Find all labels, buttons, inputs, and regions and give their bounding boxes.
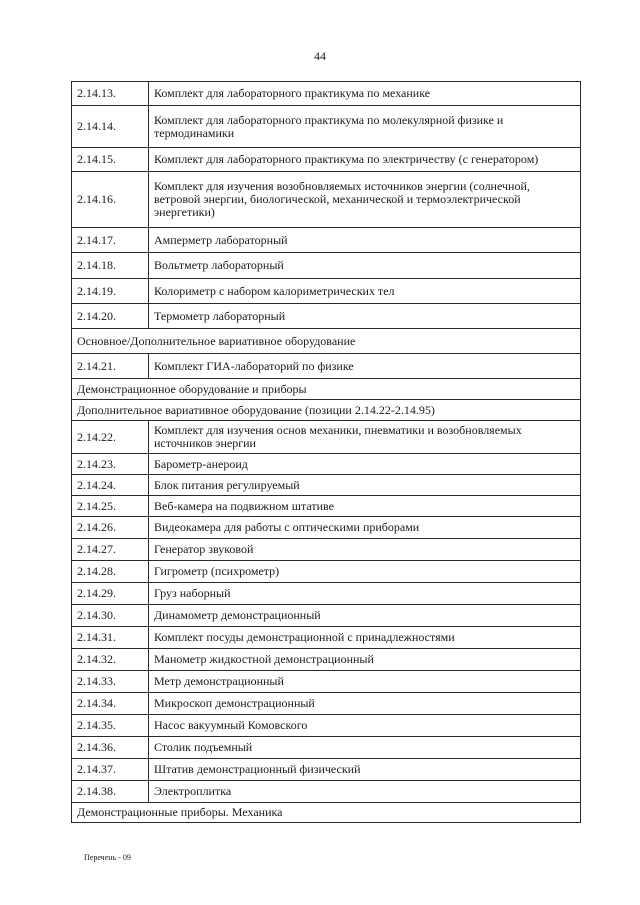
table-row [72,759,581,781]
table-row [72,454,581,475]
table-row [72,475,581,496]
item-name: Электроплитка [149,781,581,803]
item-code: 2.14.20. [72,304,149,329]
item-name: Микроскоп демонстрационный [149,693,581,715]
table-row [72,304,581,329]
item-code: 2.14.38. [72,781,149,803]
item-code: 2.14.32. [72,649,149,671]
item-name: Комплект для изучения основ механики, пневматики и возобновляемых источников энергии [149,421,581,454]
section-title: Демонстрационные приборы. Механика [72,803,581,823]
item-name: Колориметр с набором калориметрических тел [149,279,581,304]
table-row [72,693,581,715]
item-code: 2.14.29. [72,583,149,605]
item-code: 2.14.24. [72,475,149,496]
section-row [72,379,581,400]
table-row [72,496,581,517]
item-name: Столик подъемный [149,737,581,759]
item-name: Манометр жидкостной демонстрационный [149,649,581,671]
table-row [72,649,581,671]
section-row [72,803,581,823]
table-row [72,106,581,148]
table-row [72,715,581,737]
item-code: 2.14.13. [72,82,149,106]
item-code: 2.14.28. [72,561,149,583]
item-name: Комплект для лабораторного практикума по механике [149,82,581,106]
item-name: Насос вакуумный Комовского [149,715,581,737]
item-name: Вольтметр лабораторный [149,253,581,279]
item-code: 2.14.26. [72,517,149,539]
item-code: 2.14.35. [72,715,149,737]
item-code: 2.14.16. [72,172,149,228]
table-row [72,539,581,561]
table-row [72,561,581,583]
item-name: Комплект ГИА-лабораторий по физике [149,354,581,379]
item-name: Веб-камера на подвижном штативе [149,496,581,517]
equipment-table [71,81,581,823]
section-title: Основное/Дополнительное вариативное оборудование [72,329,581,354]
item-code: 2.14.30. [72,605,149,627]
table-row [72,354,581,379]
item-code: 2.14.23. [72,454,149,475]
table-row [72,82,581,106]
item-name: Штатив демонстрационный физический [149,759,581,781]
item-code: 2.14.34. [72,693,149,715]
table-row [72,517,581,539]
table-row [72,583,581,605]
item-name: Комплект для лабораторного практикума по молекулярной физике и термодинамики [149,106,581,148]
table-row [72,627,581,649]
item-code: 2.14.33. [72,671,149,693]
footer-note: Перечень - 09 [84,853,131,862]
section-row [72,329,581,354]
table-row [72,279,581,304]
section-title: Дополнительное вариативное оборудование (позиции 2.14.22-2.14.95) [72,400,581,421]
table-row [72,421,581,454]
item-name: Комплект для изучения возобновляемых источников энергии (солнечной, ветровой энергии, биологической, механической и термоэлектрической энергетики) [149,172,581,228]
item-name: Видеокамера для работы с оптическими приборами [149,517,581,539]
table-row [72,781,581,803]
page-number: 44 [314,49,326,63]
item-name: Динамометр демонстрационный [149,605,581,627]
item-code: 2.14.22. [72,421,149,454]
table-row [72,671,581,693]
table-row [72,737,581,759]
item-name: Комплект для лабораторного практикума по электричеству (с генератором) [149,148,581,172]
item-code: 2.14.21. [72,354,149,379]
table-row [72,253,581,279]
item-code: 2.14.36. [72,737,149,759]
section-row [72,400,581,421]
item-name: Метр демонстрационный [149,671,581,693]
item-name: Термометр лабораторный [149,304,581,329]
item-name: Комплект посуды демонстрационной с принадлежностями [149,627,581,649]
item-name: Амперметр лабораторный [149,228,581,253]
item-name: Гигрометр (психрометр) [149,561,581,583]
item-code: 2.14.18. [72,253,149,279]
item-code: 2.14.15. [72,148,149,172]
item-name: Груз наборный [149,583,581,605]
item-code: 2.14.31. [72,627,149,649]
table-row [72,148,581,172]
item-code: 2.14.19. [72,279,149,304]
item-code: 2.14.27. [72,539,149,561]
section-title: Демонстрационное оборудование и приборы [72,379,581,400]
table-row [72,172,581,228]
item-code: 2.14.14. [72,106,149,148]
item-name: Барометр-анероид [149,454,581,475]
item-code: 2.14.37. [72,759,149,781]
item-code: 2.14.17. [72,228,149,253]
table-row [72,605,581,627]
item-code: 2.14.25. [72,496,149,517]
item-name: Генератор звуковой [149,539,581,561]
table-row [72,228,581,253]
item-name: Блок питания регулируемый [149,475,581,496]
